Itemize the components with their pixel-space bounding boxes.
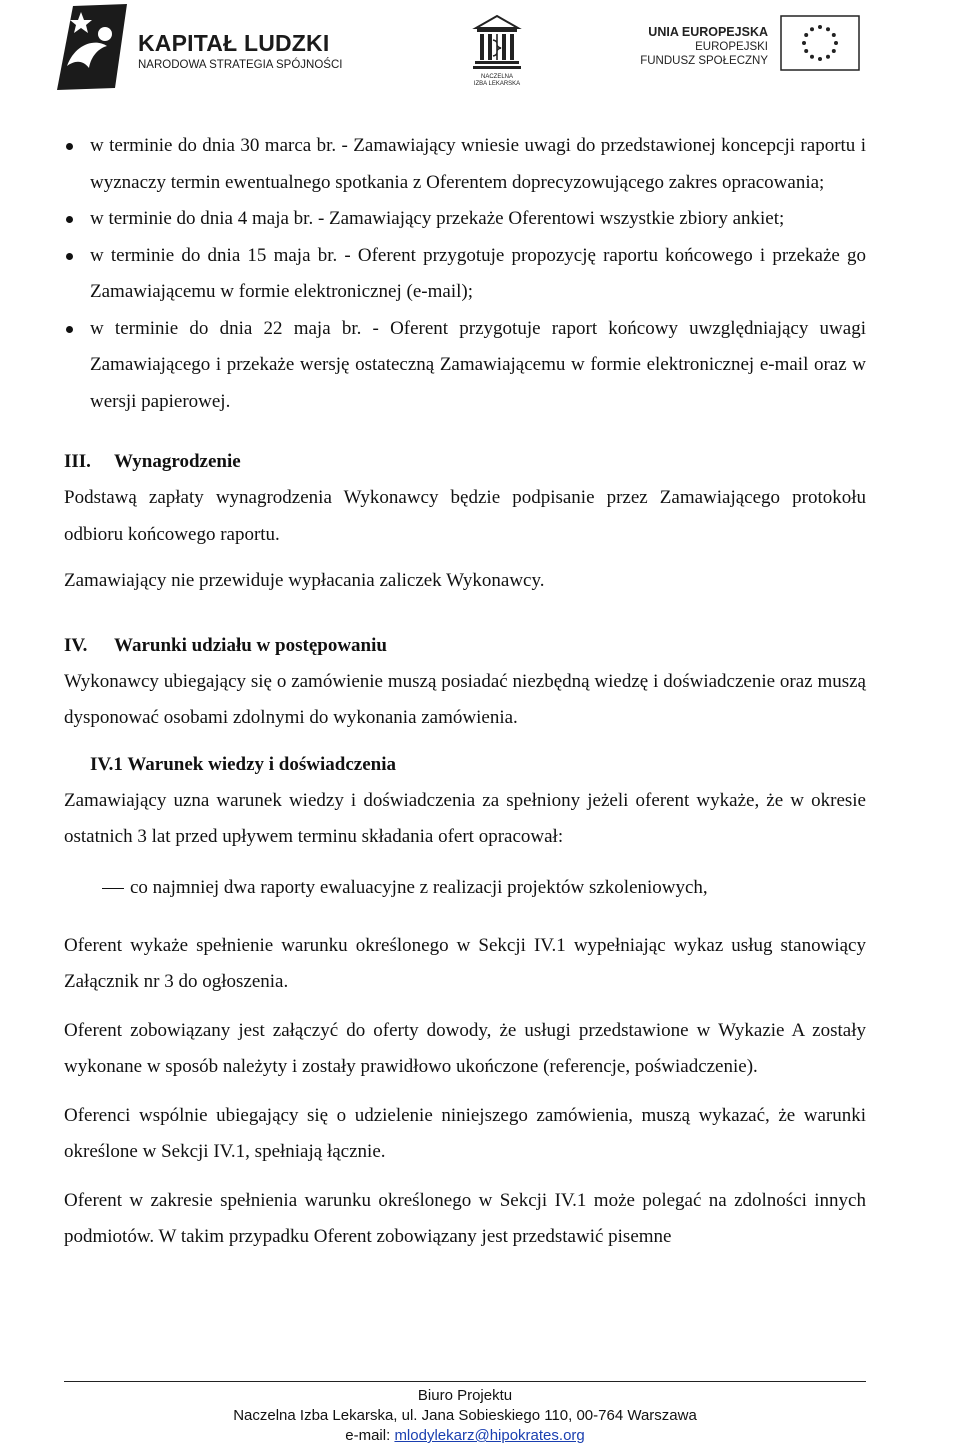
paragraph: Podstawą zapłaty wynagrodzenia Wykonawcy będzie podpisanie przez Zamawiającego protokołu odbioru końcowego raportu.	[64, 487, 866, 545]
list-item	[64, 201, 866, 238]
kapital-ludzki-subtitle: NARODOWA STRATEGIA SPÓJNOŚCI	[138, 59, 343, 71]
eu-line-1: UNIA EUROPEJSKA	[648, 25, 768, 39]
paragraph: Zamawiający nie przewiduje wypłacania zaliczek Wykonawcy.	[64, 570, 545, 591]
paragraph: Oferent wykaże spełnienie warunku określonego w Sekcji IV.1 wypełniając wykaz usług stanowiący Załącznik nr 3 do ogłoszenia.	[64, 934, 866, 992]
paragraph: Oferent w zakresie spełnienia warunku określonego w Sekcji IV.1 może polegać na zdolności innych podmiotów. W takim przypadku Oferent zobowiązany jest przedstawić pisemne	[64, 1189, 866, 1247]
bullet-icon	[66, 326, 73, 333]
eu-line-3: FUNDUSZ SPOŁECZNY	[640, 55, 768, 67]
eu-label	[640, 25, 768, 68]
list-item	[64, 311, 866, 421]
section-title: Warunki udziału w postępowaniu	[114, 634, 387, 656]
dash-list-item	[64, 870, 866, 906]
page-footer	[64, 1386, 866, 1446]
eu-flag-icon	[780, 15, 860, 71]
bullet-icon	[66, 253, 73, 260]
nil-line-1: NACZELNA	[480, 74, 513, 80]
footer-address: Naczelna Izba Lekarska, ul. Jana Sobieskiego 110, 00-764 Warszawa	[233, 1407, 697, 1424]
document-body	[64, 128, 866, 1256]
naczelna-izba-lekarska-logo-icon	[472, 14, 522, 72]
section-number: III.	[64, 451, 91, 472]
footer-divider	[64, 1381, 866, 1382]
dash-item-text: co najmniej dwa raporty ewaluacyjne z realizacji projektów szkoleniowych,	[130, 876, 708, 898]
subsection-heading: IV.1 Warunek wiedzy i doświadczenia	[90, 753, 396, 775]
page-header	[0, 0, 960, 100]
paragraph: Oferent zobowiązany jest załączyć do oferty dowody, że usługi przedstawione w Wykazie A zostały wykonane w sposób należyty i zostały prawidłowo ukończone (referencje, poświadczenie).	[64, 1019, 866, 1077]
list-item	[64, 128, 866, 201]
nil-line-2: IZBA LEKARSKA	[473, 81, 521, 87]
section-title: Wynagrodzenie	[114, 451, 241, 472]
schedule-list	[64, 128, 866, 420]
footer-office: Biuro Projektu	[417, 1387, 513, 1404]
paragraph: Wykonawcy ubiegający się o zamówienie muszą posiadać niezbędną wiedzę i doświadczenie oraz muszą dysponować osobami zdolnymi do wykonania zamówienia.	[64, 670, 866, 728]
list-item-text: w terminie do dnia 4 maja br. - Zamawiający przekaże Oferentowi wszystkie zbiory ankiet;	[90, 208, 785, 229]
bullet-icon	[66, 143, 73, 150]
section-number: IV.	[64, 634, 88, 656]
list-item	[64, 238, 866, 311]
paragraph: Zamawiający uzna warunek wiedzy i doświadczenia za spełniony jeżeli oferent wykaże, że w okresie ostatnich 3 lat przed upływem terminu składania ofert opracował:	[64, 789, 866, 847]
footer-email-link[interactable]: mlodylekarz@hipokrates.org	[394, 1427, 585, 1444]
list-item-text: w terminie do dnia 30 marca br. - Zamawiający wniesie uwagi do przedstawionej koncepcji raportu i wyznaczy termin ewentualnego spotkania z Oferentem doprecyzowującego zakres opracowania;	[90, 135, 866, 193]
dash-icon	[102, 888, 124, 890]
paragraph: Oferenci wspólnie ubiegający się o udzielenie niniejszego zamówienia, muszą wykazać, że warunki określone w Sekcji IV.1, spełniają łącznie.	[64, 1104, 866, 1162]
bullet-icon	[66, 216, 73, 223]
kapital-ludzki-logo-icon	[55, 4, 135, 90]
footer-email-label: e-mail:	[345, 1427, 391, 1444]
eu-line-2: EUROPEJSKI	[695, 41, 768, 53]
list-item-text: w terminie do dnia 22 maja br. - Oferent przygotuje raport końcowy uwzględniający uwagi Zamawiającego i przekaże wersję ostateczną Zamawiającemu w formie elektronicznej e-mail oraz w wersji papierowej.	[90, 317, 866, 412]
naczelna-izba-lekarska-label	[466, 74, 528, 88]
list-item-text: w terminie do dnia 15 maja br. - Oferent przygotuje propozycję raportu końcowego i przekaże go Zamawiającemu w formie elektronicznej (e-mail);	[90, 244, 866, 302]
section-heading-wynagrodzenie	[64, 444, 866, 480]
kapital-ludzki-title: KAPITAŁ LUDZKI	[138, 30, 330, 56]
footer-contact	[64, 1426, 866, 1446]
section-heading-warunki	[64, 628, 866, 664]
